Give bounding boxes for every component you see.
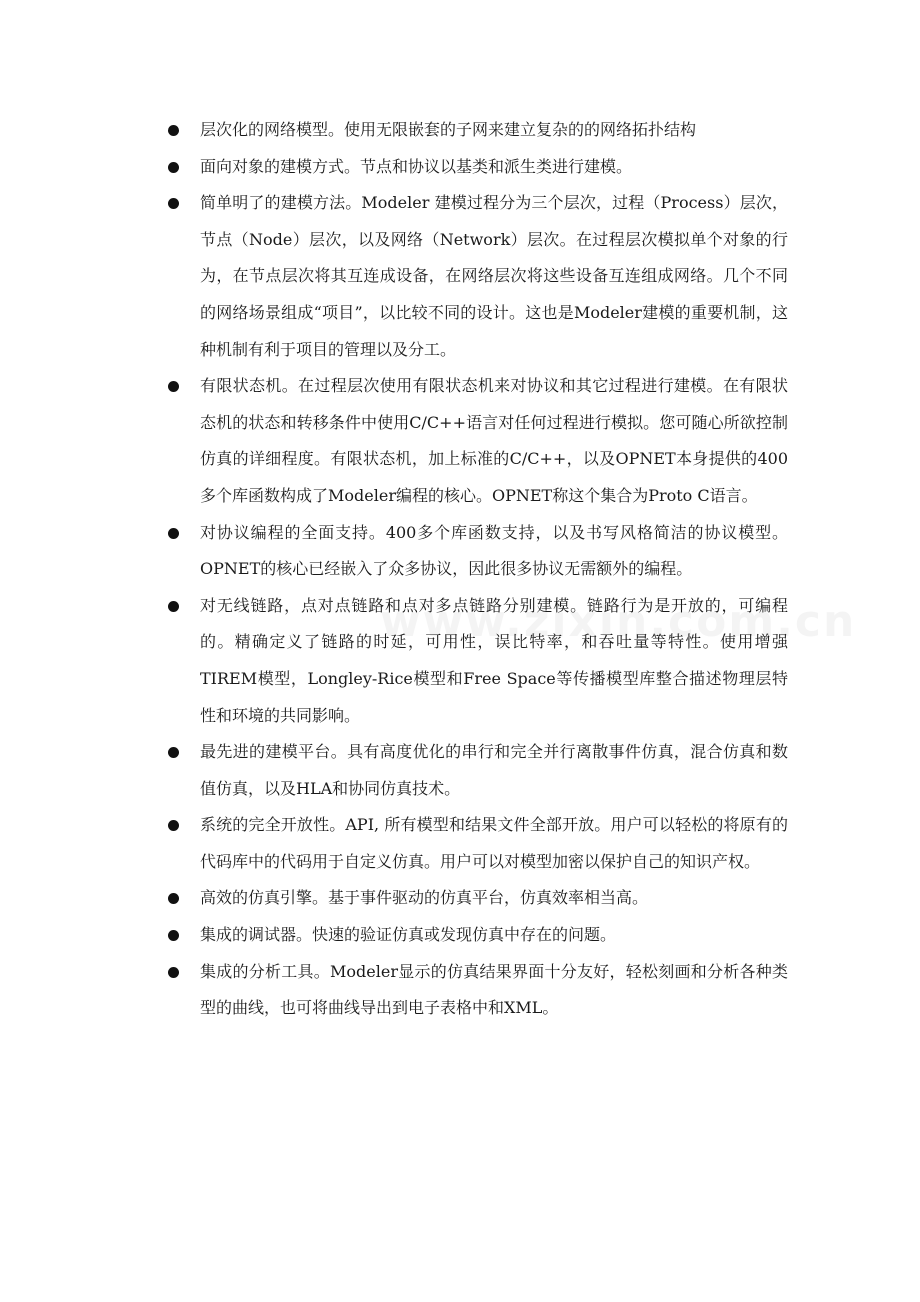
list-item bbox=[168, 588, 788, 734]
list-item bbox=[168, 368, 788, 514]
feature-list bbox=[168, 112, 788, 1027]
list-item-text: 系统的完全开放性。API, 所有模型和结果文件全部开放。用户可以轻松的将原有的代码库中的代码用于自定义仿真。用户可以对模型加密以保护自己的知识产权。 bbox=[200, 815, 788, 871]
list-item-text: 最先进的建模平台。具有高度优化的串行和完全并行离散事件仿真，混合仿真和数值仿真，以及HLA和协同仿真技术。 bbox=[200, 742, 788, 798]
list-item bbox=[168, 185, 788, 368]
list-item bbox=[168, 149, 788, 186]
list-item-text: 集成的调试器。快速的验证仿真或发现仿真中存在的问题。 bbox=[200, 925, 617, 945]
list-item-text: 层次化的网络模型。使用无限嵌套的子网来建立复杂的的网络拓扑结构 bbox=[200, 120, 697, 139]
list-item-text: 集成的分析工具。Modeler显示的仿真结果界面十分友好，轻松刻画和分析各种类型的曲线，也可将曲线导出到电子表格中和XML。 bbox=[200, 961, 788, 1018]
list-item-text: 有限状态机。在过程层次使用有限状态机来对协议和其它过程进行建模。在有限状态机的状态和转移条件中使用C/C++语言对任何过程进行模拟。您可随心所欲控制仿真的详细程度。有限状态机，加上标准的C/C++，以及OPNET本身提供的400多个库函数构成了Modeler编程的核心。OPNET称这个集合为Proto C语言。 bbox=[200, 376, 788, 505]
list-item bbox=[168, 515, 788, 588]
bullet-icon bbox=[168, 601, 179, 612]
bullet-icon bbox=[168, 198, 179, 209]
bullet-icon bbox=[168, 820, 179, 831]
bullet-icon bbox=[168, 930, 179, 941]
bullet-icon bbox=[168, 125, 179, 136]
bullet-icon bbox=[168, 747, 179, 758]
bullet-icon bbox=[168, 893, 179, 904]
list-item bbox=[168, 917, 788, 954]
list-item-text: 对协议编程的全面支持。400多个库函数支持，以及书写风格简洁的协议模型。OPNET的核心已经嵌入了众多协议，因此很多协议无需额外的编程。 bbox=[200, 522, 788, 579]
list-item bbox=[168, 807, 788, 880]
bullet-icon bbox=[168, 162, 179, 173]
list-item-text: 面向对象的建模方式。节点和协议以基类和派生类进行建模。 bbox=[200, 156, 633, 176]
list-item bbox=[168, 112, 788, 149]
list-item-text: 对无线链路，点对点链路和点对多点链路分别建模。链路行为是开放的，可编程的。精确定义了链路的时延，可用性，误比特率，和吞吐量等特性。使用增强TIREM模型，Longley-Rice模型和Free Space等传播模型库整合描述物理层特性和环境的共同影响。 bbox=[200, 595, 788, 725]
list-item-text: 高效的仿真引擎。基于事件驱动的仿真平台，仿真效率相当高。 bbox=[200, 888, 649, 908]
list-item bbox=[168, 734, 788, 807]
bullet-icon bbox=[168, 528, 179, 539]
list-item bbox=[168, 954, 788, 1027]
list-item bbox=[168, 880, 788, 917]
bullet-icon bbox=[168, 967, 179, 978]
list-item-text: 简单明了的建模方法。Modeler 建模过程分为三个层次，过程（Process）层次，节点（Node）层次，以及网络（Network）层次。在过程层次模拟单个对象的行为，在节点层次将其互连成设备，在网络层次将这些设备互连组成网络。几个不同的网络场景组成“项目”，以比较不同的设计。这也是Modeler建模的重要机制，这种机制有利于项目的管理以及分工。 bbox=[200, 193, 788, 359]
bullet-icon bbox=[168, 381, 179, 392]
